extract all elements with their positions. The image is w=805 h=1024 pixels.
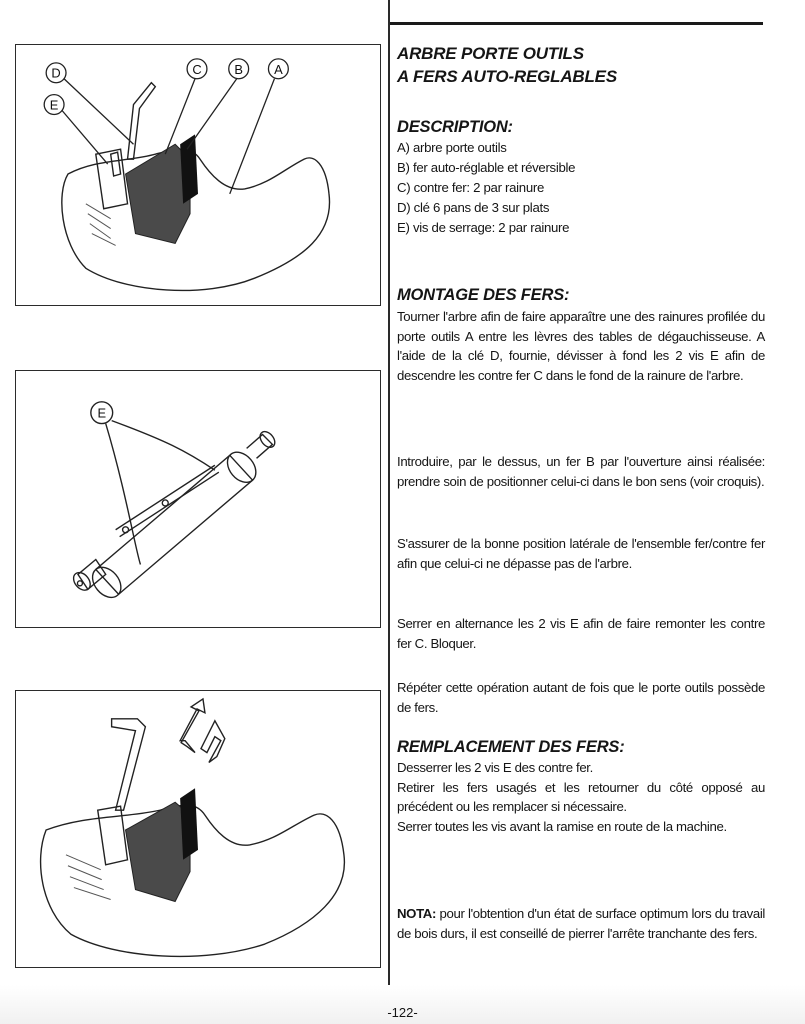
list-item: C) contre fer: 2 par rainure	[397, 180, 544, 195]
top-rule	[390, 22, 763, 25]
figure-3-drawing	[16, 691, 380, 967]
figure-cutter-block-labeled	[15, 44, 381, 306]
label-c: C	[192, 61, 202, 77]
nota-label: NOTA:	[397, 906, 437, 921]
montage-paragraph-2: Introduire, par le dessus, un fer B par l'ouverture ainsi réalisée: prendre soin de positionner celui-ci dans le bon sens (voir croquis).	[397, 454, 765, 489]
document-title	[397, 42, 765, 88]
label-a: A	[274, 61, 283, 77]
label-e: E	[49, 97, 59, 113]
column-divider	[388, 0, 390, 1000]
remplacement-heading: REMPLACEMENT DES FERS:	[397, 738, 625, 756]
remplacement-section	[397, 736, 765, 836]
description-section	[397, 116, 765, 238]
figure-cutter-shaft	[15, 370, 381, 628]
montage-paragraph-3: S'assurer de la bonne position latérale de l'ensemble fer/contre fer afin que celui-ci ne dépasse pas de l'arbre.	[397, 536, 765, 571]
label-e: E	[97, 405, 107, 421]
montage-heading: MONTAGE DES FERS:	[397, 286, 570, 304]
figure-2-drawing	[16, 371, 380, 627]
list-item: E) vis de serrage: 2 par rainure	[397, 220, 570, 235]
list-item: A) arbre porte outils	[397, 140, 507, 155]
title-line-2: A FERS AUTO-REGLABLES	[397, 67, 617, 86]
nota-text: pour l'obtention d'un état de surface optimum lors du travail de bois durs, il est conseillé de pierrer l'arrête tranchante des fers.	[397, 906, 765, 941]
montage-paragraph-5: Répéter cette opération autant de fois que le porte outils possède de fers.	[397, 680, 765, 715]
nota-paragraph	[397, 904, 765, 943]
title-line-1: ARBRE PORTE OUTILS	[397, 44, 584, 63]
figure-1-drawing	[16, 45, 380, 305]
montage-paragraph-1: Tourner l'arbre afin de faire apparaître une des rainures profilée du porte outils A entre les lèvres des tables de dégauchisseuse. A l'aide de la clé D, fournie, dévisser à fond les 2 vis E afin de descendre les contre fer C dans le fond de la rainure de l'arbre.	[397, 309, 765, 383]
label-d: D	[51, 65, 61, 81]
page-number: -122-	[387, 1005, 418, 1020]
list-item: D) clé 6 pans de 3 sur plats	[397, 200, 550, 215]
remplacement-line-1: Desserrer les 2 vis E des contre fer.	[397, 760, 593, 775]
list-item: B) fer auto-réglable et réversible	[397, 160, 576, 175]
remplacement-line-2: Retirer les fers usagés et les retourner du côté opposé au précédent ou les remplacer si nécessaire.	[397, 779, 765, 815]
remplacement-line-3: Serrer toutes les vis avant la ramise en route de la machine.	[397, 818, 727, 834]
description-heading: DESCRIPTION:	[397, 118, 513, 136]
montage-section	[397, 284, 765, 306]
montage-paragraph-4: Serrer en alternance les 2 vis E afin de faire remonter les contre fer C. Bloquer.	[397, 616, 765, 651]
label-b: B	[234, 61, 243, 77]
figure-blade-replacement	[15, 690, 381, 968]
